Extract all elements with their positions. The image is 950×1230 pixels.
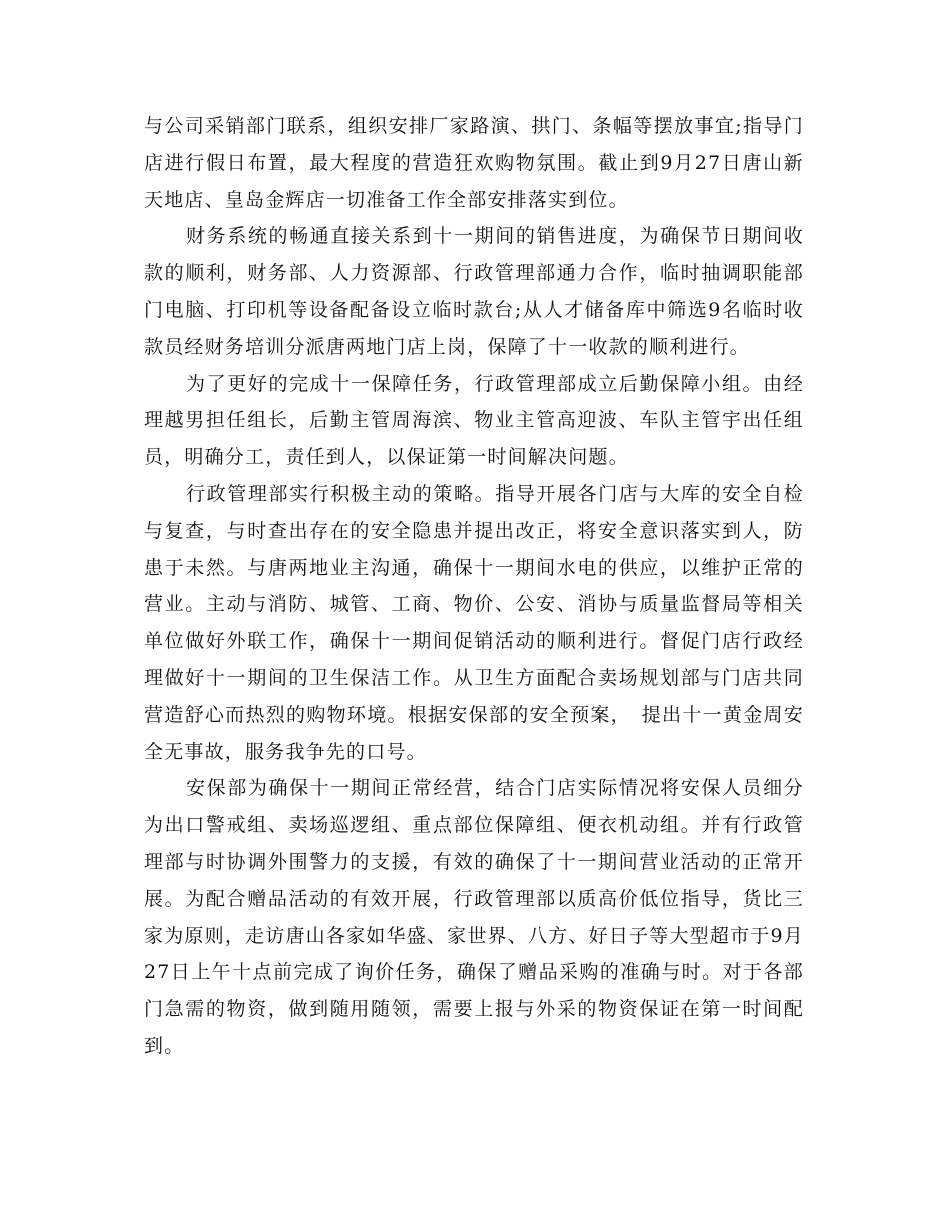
paragraph-5: 安保部为确保十一期间正常经营，结合门店实际情况将安保人员细分为出口警戒组、卖场巡逻组、重点部位保障组、便衣机动组。并有行政管理部与时协调外围警力的支援，有效的确保了十一期间营业活动的正常开展。为配合赠品活动的有效开展，行政管理部以质高价低位指导，货比三家为原则，走访唐山各家如华盛、家世界、八方、好日子等大型超市于9月27日上午十点前完成了询价任务，确保了赠品采购的准确与时。对于各部门急需的物资，做到随用随领，需要上报与外采的物资保证在第一时间配到。 (144, 777, 804, 1057)
document-page (144, 108, 804, 1065)
paragraph-2: 财务系统的畅通直接关系到十一期间的销售进度，为确保节日期间收款的顺利，财务部、人力资源部、行政管理部通力合作，临时抽调职能部门电脑、打印机等设备配备设立临时款台;从人才储备库中筛选9名临时收款员经财务培训分派唐两地门店上岗，保障了十一收款的顺利进行。 (144, 225, 804, 358)
paragraph-4: 行政管理部实行积极主动的策略。指导开展各门店与大库的安全自检与复查，与时查出存在的安全隐患并提出改正，将安全意识落实到人，防患于未然。与唐两地业主沟通，确保十一期间水电的供应，以维护正常的营业。主动与消防、城管、工商、物价、公安、消协与质量监督局等相关单位做好外联工作，确保十一期间促销活动的顺利进行。督促门店行政经理做好十一期间的卫生保洁工作。从卫生方面配合卖场规划部与门店共同营造舒心而热烈的购物环境。根据安保部的安全预案， 提出十一黄金周安全无事故，服务我争先的口号。 (144, 482, 804, 763)
paragraph-1: 与公司采销部门联系，组织安排厂家路演、拱门、条幅等摆放事宜;指导门店进行假日布置，最大程度的营造狂欢购物氛围。截止到9月27日唐山新天地店、皇岛金辉店一切准备工作全部安排落实到位。 (144, 115, 804, 211)
paragraph-3: 为了更好的完成十一保障任务，行政管理部成立后勤保障小组。由经理越男担任组长，后勤主管周海滨、物业主管高迎波、车队主管宇出任组员，明确分工，责任到人，以保证第一时间解决问题。 (144, 372, 804, 469)
